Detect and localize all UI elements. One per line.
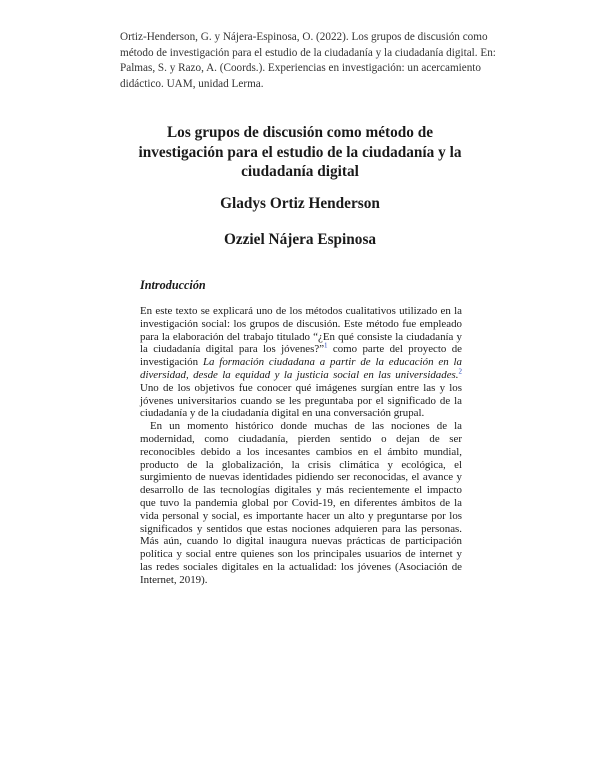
paragraph-1-text-a: En este texto se explicará uno de los métodos cualitativos utilizado en la investigación social: los grupos de discusión. Este método fue empleado para la elaboración del trabajo titulado “¿En qué consiste la ciudadanía y la ciudadanía digital para los jóvenes?” <box>140 305 462 356</box>
paragraph-1-text-c: Uno de los objetivos fue conocer qué imágenes surgían entre las y los jóvenes universitarios cuando se les preguntaba por el significado de la ciudadanía y de la ciudadanía digital en una conversación grupal. <box>140 381 462 420</box>
project-title: La formación ciudadana a partir de la educación en la diversidad, desde la equidad y la justicia social en las universidades. <box>140 356 463 381</box>
paragraph-1-text-b: como parte del proyecto de investigación <box>140 343 462 369</box>
body-text <box>140 305 462 587</box>
paragraph-1 <box>140 305 462 420</box>
footnote-link-2[interactable]: 2 <box>458 367 462 376</box>
author-2: Ozziel Nájera Espinosa <box>223 231 377 248</box>
footnote-link-1[interactable]: 1 <box>324 341 328 350</box>
paragraph-2: En un momento histórico donde muchas de las nociones de la modernidad, como ciudadanía, pierden sentido o dejan de ser reconocibles debido a los incesantes cambios en el ámbito mundial, producto de la globalización, la crisis climática y ecológica, el surgimiento de nuevas identidades pidiendo ser reconocidas, el avance y desarrollo de las tecnologías digitales y más recientemente el impacto que tuvo la pandemia global por Covid-19, en diferentes ámbitos de la vida personal y social, es importante hacer un alto y preguntarse por los significados y sentidos que estas nociones adquieren para las personas. Más aún, cuando lo digital inaugura nuevas prácticas de participación política y social entre quienes son los principales usuarios de internet y las redes sociales digitales en la actualidad: los jóvenes (Asociación de Internet, 2019). <box>140 420 462 586</box>
author-1: Gladys Ortiz Henderson <box>220 195 380 212</box>
section-heading-introduccion: Introducción <box>140 278 206 292</box>
citation-header: Ortiz-Henderson, G. y Nájera-Espinosa, O. (2022). Los grupos de discusión como método de investigación para el estudio de la ciudadanía y la ciudadanía digital. En: Palmas, S. y Razo, A. (Coords.). Experiencias en investigación: un acercamiento didáctico. UAM, unidad Lerma. <box>120 31 496 90</box>
paper-title: Los grupos de discusión como método de investigación para el estudio de la ciudadanía y la ciudadanía digital <box>138 124 462 180</box>
